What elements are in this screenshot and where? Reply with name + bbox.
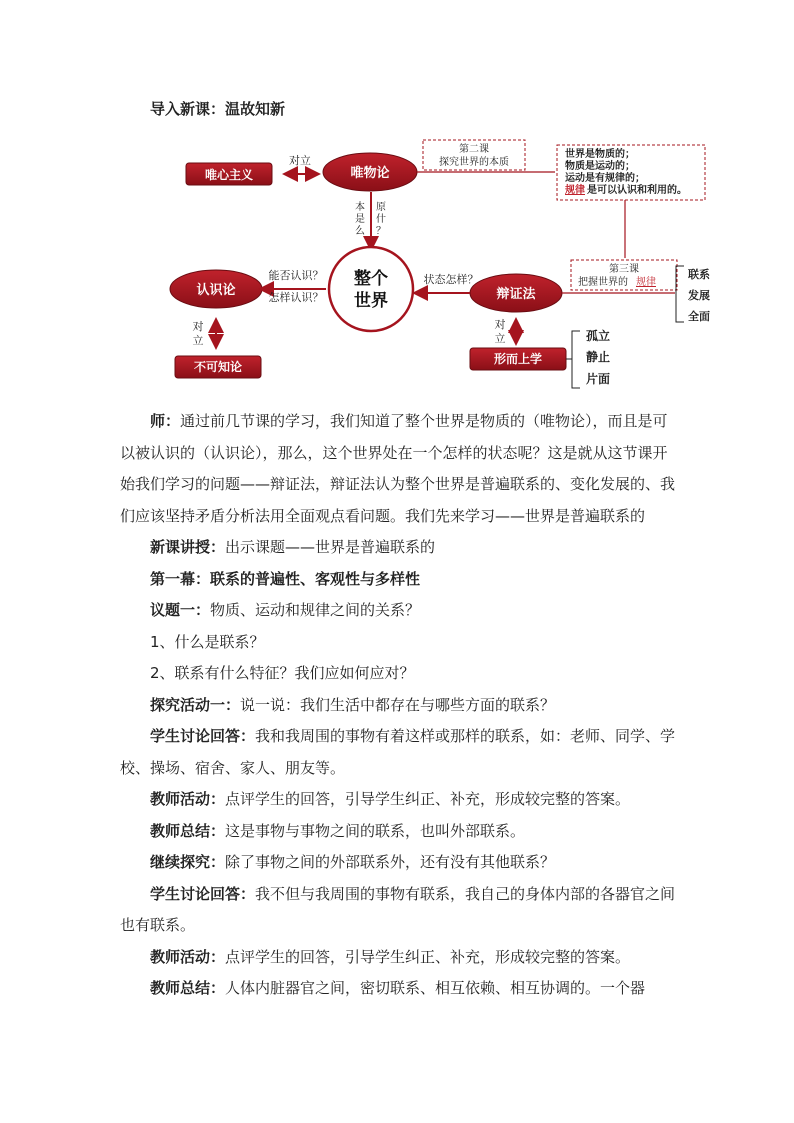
principle-comprehensive: 全面 (688, 310, 710, 323)
lesson3-box (571, 260, 677, 290)
dialectics-node (470, 274, 562, 312)
origin-char-6: ？ (376, 226, 386, 237)
principle-connection: 联系 (688, 268, 710, 281)
paragraph-question-2: 2、联系有什么特征？我们应如何应对？ (150, 664, 415, 682)
origin-char-5: 什 (376, 214, 386, 225)
paragraph-student-answer-2: 学生讨论回答：我不但与我周围的事物有联系，我自己的身体内部的各器官之间也有联系。 (120, 884, 676, 934)
summary-line-4: 是可以认识和利用的。 (587, 185, 687, 196)
summary-line-3: 运动是有规律的； (565, 173, 645, 184)
idealism-node (186, 163, 272, 185)
materialism-node (323, 153, 417, 191)
can-know-label: 能否认识？ (268, 269, 324, 282)
paragraph-student-answer-1: 学生讨论回答：我和我周围的事物有着这样或那样的联系，如：老师、同学、学校、操场、宿舍、家人、朋友等。 (120, 727, 676, 777)
lesson3-law-word: 规律 (636, 277, 656, 288)
paragraph-act-one: 第一幕：联系的普遍性、客观性与多样性 (150, 569, 421, 588)
section-heading: 导入新课：温故知新 (150, 100, 286, 118)
opposed-char-4: 立 (494, 332, 506, 345)
opposed-char-2: 立 (192, 334, 204, 347)
concept-diagram (0, 0, 794, 400)
summary-line-1: 世界是物质的； (565, 149, 635, 160)
world-node (329, 247, 413, 331)
world-label-2: 世界 (354, 291, 388, 311)
paragraph-teacher-summary-1: 教师总结：这是事物与事物之间的联系，也叫外部联系。 (150, 821, 526, 840)
principle-development: 发展 (688, 289, 710, 302)
meta-static: 静止 (586, 350, 611, 364)
paragraph-intro: 师：通过前几节课的学习，我们知道了整个世界是物质的（唯物论），而且是可以被认识的（认识论），那么，这个世界处在一个怎样的状态呢？这是就从这节课开始我们学习的问题——辩证法，辩证法认为整个世界是普遍联系的、变化发展的、我们应该坚持矛盾分析法用全面观点看问题。我们先来学习——世界是普遍联系的 (120, 412, 676, 525)
agnosticism-node (175, 356, 261, 378)
opposed-char-1: 对 (192, 320, 204, 333)
meta-isolated: 孤立 (586, 329, 611, 343)
paragraph-activity-one: 探究活动一：说一说：我们生活中都存在与哪些方面的联系？ (150, 695, 556, 714)
origin-char-4: 原 (376, 202, 386, 213)
origin-char-3: 么 (355, 226, 365, 237)
meta-one-sided: 片面 (586, 372, 611, 386)
agnosticism-label: 不可知论 (193, 360, 243, 374)
paragraph-continue-explore: 继续探究：除了事物之间的外部联系外，还有没有其他联系？ (150, 853, 556, 871)
matter-summary-box (557, 145, 705, 200)
paragraph-teacher-activity-1: 教师活动：点评学生的回答，引导学生纠正、补充，形成较完整的答案。 (150, 790, 631, 808)
summary-law-word: 规律 (565, 185, 585, 196)
paragraph-question-1: 1、什么是联系？ (150, 632, 265, 651)
state-question-label: 状态怎样？ (423, 273, 479, 286)
origin-char-2: 是 (355, 214, 365, 225)
lesson-body (120, 406, 680, 1005)
metaphysics-label: 形而上学 (493, 352, 543, 366)
world-label-1: 整个 (354, 269, 388, 289)
epistemology-node (170, 270, 262, 308)
summary-line-2: 物质是运动的； (565, 161, 635, 172)
dialectics-label: 辩证法 (496, 287, 536, 302)
paragraph-topic-one: 议题一：物质、运动和规律之间的关系？ (150, 601, 421, 619)
opposed-char-3: 对 (494, 318, 506, 331)
lesson2-subtitle: 探究世界的本质 (439, 157, 509, 168)
materialism-label: 唯物论 (350, 166, 390, 181)
opposed-label-top: 对立 (289, 154, 311, 167)
epistemology-label: 认识论 (196, 283, 236, 298)
metaphysics-node (470, 348, 566, 370)
lesson2-title: 第二课 (459, 144, 489, 155)
lesson3-title: 第三课 (609, 264, 639, 275)
paragraph-new-lesson: 新课讲授：出示课题——世界是普遍联系的 (150, 538, 436, 556)
origin-char-1: 本 (355, 202, 365, 213)
paragraph-teacher-summary-2: 教师总结：人体内脏器官之间，密切联系、相互依赖、相互协调的。一个器 (150, 979, 646, 997)
lesson3-subtitle: 把握世界的 (578, 277, 628, 288)
how-know-label: 怎样认识？ (268, 291, 324, 304)
idealism-label: 唯心主义 (204, 168, 254, 182)
lesson2-box (423, 140, 525, 170)
paragraph-teacher-activity-2: 教师活动：点评学生的回答，引导学生纠正、补充，形成较完整的答案。 (150, 947, 631, 966)
